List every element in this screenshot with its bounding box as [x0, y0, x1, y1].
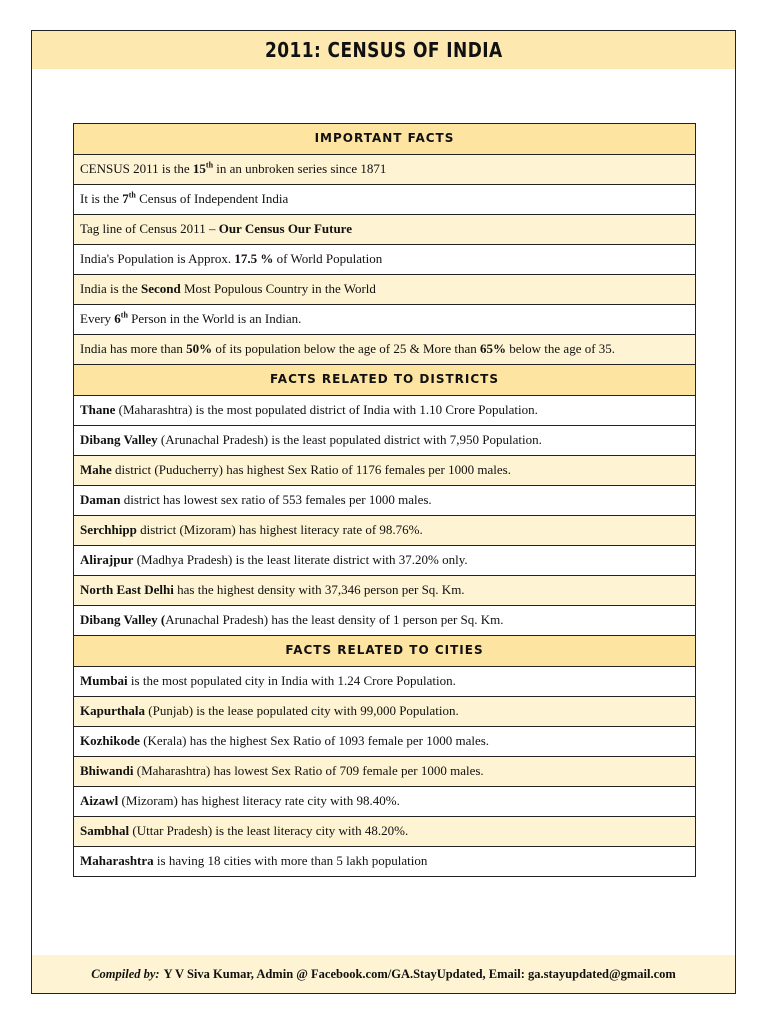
district-cell	[74, 426, 696, 456]
fact-text: of World Population	[273, 251, 383, 267]
city-row	[74, 847, 696, 877]
district-cell	[74, 486, 696, 516]
city-cell	[74, 667, 696, 697]
section-header-row	[74, 365, 696, 396]
fact-cell	[74, 215, 696, 245]
fact-bold: 7	[122, 191, 129, 207]
city-cell	[74, 787, 696, 817]
fact-row	[74, 185, 696, 215]
city-row	[74, 727, 696, 757]
footer-credit: Y V Siva Kumar, Admin @ Facebook.com/GA.StayUpdated, Email: ga.stayupdated@gmail.com	[163, 966, 676, 981]
district-cell	[74, 546, 696, 576]
city-cell	[74, 847, 696, 877]
fact-text: Most Populous Country in the World	[180, 281, 376, 297]
district-row	[74, 486, 696, 516]
fact-text: India is the	[80, 281, 142, 297]
fact-bold: 65%	[480, 341, 507, 357]
city-name: Maharashtra	[80, 853, 154, 869]
city-fact: (Punjab) is the lease populated city with 99,000 Population.	[145, 703, 459, 719]
fact-bold: Second	[141, 281, 181, 297]
facts-table	[73, 123, 696, 877]
fact-text: Person in the World is an Indian.	[127, 311, 302, 327]
fact-cell	[74, 245, 696, 275]
district-fact: (Arunachal Pradesh) is the least populated district with 7,950 Population.	[157, 432, 542, 448]
district-fact: district (Puducherry) has highest Sex Ratio of 1176 females per 1000 males.	[111, 462, 511, 478]
district-name: Mahe	[80, 462, 112, 478]
district-row	[74, 606, 696, 636]
district-fact: has the highest density with 37,346 person per Sq. Km.	[173, 582, 465, 598]
fact-superscript: th	[120, 310, 128, 320]
section-header-row	[74, 636, 696, 667]
district-row	[74, 426, 696, 456]
district-name: Dibang Valley (	[80, 612, 166, 628]
district-cell	[74, 456, 696, 486]
district-name: North East Delhi	[80, 582, 174, 598]
fact-cell	[74, 305, 696, 335]
fact-bold: Our Census Our Future	[218, 221, 352, 237]
district-name: Serchhipp	[80, 522, 137, 538]
district-name: Daman	[80, 492, 121, 508]
fact-text: Census of Independent India	[135, 191, 289, 207]
fact-cell	[74, 275, 696, 305]
fact-text: Tag line of Census 2011 –	[80, 221, 219, 237]
section-heading-important-facts: IMPORTANT FACTS	[74, 124, 696, 155]
city-name: Aizawl	[80, 793, 119, 809]
city-name: Bhiwandi	[80, 763, 134, 779]
district-cell	[74, 396, 696, 426]
city-row	[74, 757, 696, 787]
section-header-row	[74, 124, 696, 155]
fact-text: Every	[80, 311, 115, 327]
city-fact: is the most populated city in India with 1.24 Crore Population.	[127, 673, 456, 689]
district-row	[74, 396, 696, 426]
city-name: Mumbai	[80, 673, 128, 689]
footer-lead: Compiled by:	[91, 966, 160, 981]
city-row	[74, 787, 696, 817]
fact-bold: 50%	[186, 341, 213, 357]
fact-bold: 6	[114, 311, 121, 327]
fact-bold: 17.5 %	[234, 251, 274, 267]
district-cell	[74, 516, 696, 546]
district-fact: (Madhya Pradesh) is the least literate district with 37.20% only.	[133, 552, 468, 568]
city-cell	[74, 727, 696, 757]
fact-text: India's Population is Approx.	[80, 251, 235, 267]
city-name: Sambhal	[80, 823, 130, 839]
city-row	[74, 667, 696, 697]
district-cell	[74, 606, 696, 636]
section-heading-cities: FACTS RELATED TO CITIES	[74, 636, 696, 667]
city-row	[74, 817, 696, 847]
city-name: Kozhikode	[80, 733, 140, 749]
city-fact: (Maharashtra) has lowest Sex Ratio of 709 female per 1000 males.	[133, 763, 484, 779]
district-name: Alirajpur	[80, 552, 134, 568]
city-row	[74, 697, 696, 727]
district-fact: district (Mizoram) has highest literacy rate of 98.76%.	[136, 522, 423, 538]
fact-row	[74, 155, 696, 185]
fact-text: in an unbroken series since 1871	[213, 161, 387, 177]
fact-text: of its population below the age of 25 & More than	[212, 341, 481, 357]
city-cell	[74, 697, 696, 727]
fact-text: CENSUS 2011 is the	[80, 161, 193, 177]
fact-superscript: th	[128, 190, 136, 200]
city-cell	[74, 757, 696, 787]
fact-bold: 15	[192, 161, 206, 177]
city-name: Kapurthala	[80, 703, 146, 719]
fact-row	[74, 245, 696, 275]
district-fact: Arunachal Pradesh) has the least density of 1 person per Sq. Km.	[165, 612, 504, 628]
fact-text: India has more than	[80, 341, 187, 357]
city-cell	[74, 817, 696, 847]
district-row	[74, 546, 696, 576]
fact-row	[74, 335, 696, 365]
section-heading-districts: FACTS RELATED TO DISTRICTS	[74, 365, 696, 396]
fact-row	[74, 275, 696, 305]
fact-row	[74, 215, 696, 245]
fact-text: It is the	[80, 191, 123, 207]
district-name: Thane	[80, 402, 116, 418]
district-fact: (Maharashtra) is the most populated district of India with 1.10 Crore Population.	[115, 402, 538, 418]
city-fact: (Mizoram) has highest literacy rate city with 98.40%.	[118, 793, 400, 809]
fact-text: below the age of 35.	[506, 341, 616, 357]
city-fact: (Uttar Pradesh) is the least literacy city with 48.20%.	[129, 823, 409, 839]
title-bar	[32, 31, 735, 69]
city-fact: is having 18 cities with more than 5 lakh population	[153, 853, 428, 869]
page-frame	[31, 30, 736, 994]
page-title: 2011: CENSUS OF INDIA	[264, 38, 503, 62]
district-fact: district has lowest sex ratio of 553 females per 1000 males.	[120, 492, 432, 508]
footer-bar	[32, 955, 735, 993]
district-name: Dibang Valley	[80, 432, 158, 448]
district-row	[74, 516, 696, 546]
fact-cell	[74, 335, 696, 365]
district-row	[74, 576, 696, 606]
fact-cell	[74, 155, 696, 185]
fact-row	[74, 305, 696, 335]
district-cell	[74, 576, 696, 606]
district-row	[74, 456, 696, 486]
fact-cell	[74, 185, 696, 215]
fact-superscript: th	[205, 160, 214, 170]
city-fact: (Kerala) has the highest Sex Ratio of 1093 female per 1000 males.	[139, 733, 490, 749]
